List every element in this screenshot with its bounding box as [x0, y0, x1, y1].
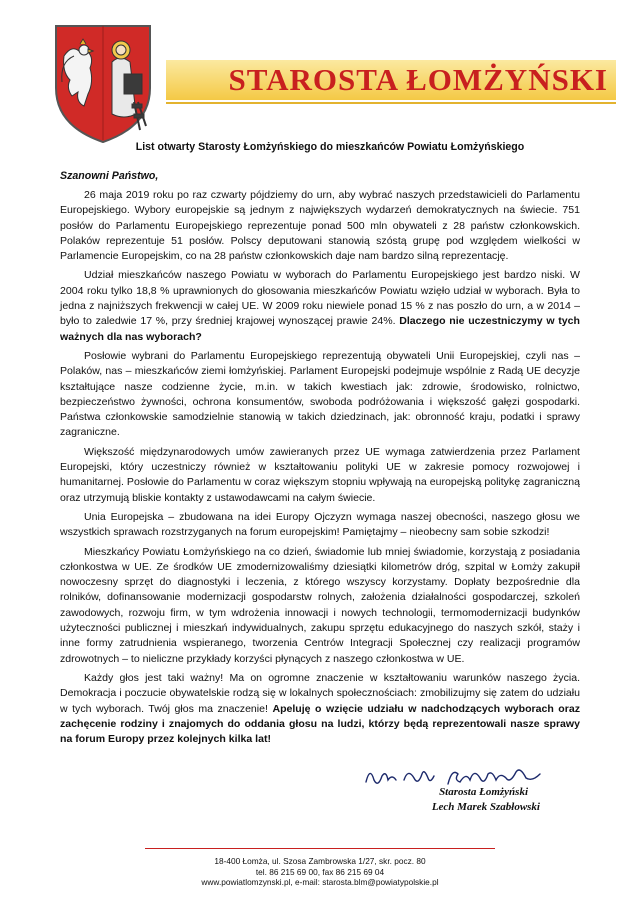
footer-phone: tel. 86 215 69 00, fax 86 215 69 04: [255, 866, 385, 877]
signature-title: Starosta Łomżyński: [439, 786, 528, 798]
letter-subject: List otwarty Starosty Łomżyńskiego do mieszkańców Powiatu Łomżyńskiego: [135, 141, 525, 153]
paragraph-2: [60, 268, 580, 344]
signature-name: Lech Marek Szabłowski: [431, 801, 540, 813]
paragraph-4: Większość międzynarodowych umów zawieranych przez UE wymaga zatwierdzenia przez Parlament Europejski, który uczestniczy również w kształtowaniu polityki UE w zakresie pomocy rozwojowej i humanitarnej. Posłowie do Parlamentu w coraz większym stopniu wpływają na europejską politykę zagraniczną oraz utrzymują bliskie kontakty z ustawodawcami na całym świecie.: [60, 445, 580, 504]
paragraph-3: Posłowie wybrani do Parlamentu Europejskiego reprezentują obywateli Unii Europejskiej, czyli nas – Polaków, nas – mieszkańców ziemi łomżyńskiej. Parlament Europejski podejmuje wspólnie z Radą UE decyzje kształtujące nasze codzienne życie, m.in. w takich kwestiach jak: zdrowie, środowisko, rolnictwo, bezpieczeństwo żywności, ochrona konsumentów, swoboda podróżowania i większość gałęzi gospodarki. Państwa członkowskie samodzielnie stanowią w takich dziedzinach, jak: obronność kraju, podatki i sprawy zagraniczne.: [60, 349, 580, 439]
paragraph-7: [60, 671, 580, 747]
paragraph-1: 26 maja 2019 roku po raz czwarty pójdziemy do urn, aby wybrać naszych przedstawicieli do Parlamentu Europejskiego. Wybory europejskie są jednym z największych wydarzeń demokratycznych na świecie. 751 posłów do Parlamentu Europejskiego reprezentuje ponad 500 mln obywateli z 28 państw członkowskich. Polaków reprezentuje 51 posłów. Polscy deputowani stanowią szóstą grupę pod względem wielkości w Parlamencie Europejskim, co na 28 państw członkowskich daje nam bardzo silną reprezentację.: [60, 189, 580, 263]
paragraph-7-text: Każdy głos jest taki ważny! Ma on ogromne znaczenie w kształtowaniu warunków naszego życia. Demokracja i poczucie obywatelskie rodzą się w lokalnych społecznościach: zmobilizujmy się zatem do udziału w tych wyborach. Twój głos ma znaczenie!: [60, 671, 580, 715]
paragraph-2-text: Udział mieszkańców naszego Powiatu w wyborach do Parlamentu Europejskiego jest bardzo niski. W 2004 roku tylko 18,8 % uprawnionych do głosowania mieszkańców Powiatu wzięło udział w wyborach. Była to jedna z najniższych frekwencji w całej UE. W 2009 roku niewiele ponad 15 % z nas poszło do urn, a w 2014 – było to zaledwie 17 %, przy średniej krajowej wynoszącej prawie 24%.: [60, 269, 580, 328]
paragraph-2-question: Dlaczego nie uczestniczymy w tych ważnych dla nas wyborach?: [60, 315, 580, 343]
footer-address: 18-400 Łomża, ul. Szosa Zambrowska 1/27, skr. pocz. 80: [214, 856, 426, 866]
header-rule: [166, 102, 616, 104]
paragraph-7-appeal: Apeluję o wzięcie udziału w nadchodzących wyborach oraz zachęcenie rodziny i znajomych do oddania głosu na ludzi, którzy będą reprezentowali nasze sprawy na forum Europy przez kolejnych kilka lat!: [60, 702, 580, 746]
paragraph-5: Unia Europejska – zbudowana na idei Europy Ojczyzn wymaga naszej obecności, naszego głosu we wszystkich sprawach rozstrzyganych na forum europejskim! Pamiętajmy – nieobecny sam sobie szkodzi!: [60, 510, 580, 539]
paragraph-6: Mieszkańcy Powiatu Łomżyńskiego na co dzień, świadomie lub mniej świadomie, korzystają z posiadania członkostwa w UE. Ze środków UE zmodernizowaliśmy dziesiątki kilometrów dróg, szpital w Łomży zakupił nowoczesny sprzęt do diagnostyki i leczenia, z którego wszyscy korzystamy. Dopłaty bezpośrednie dla rolników, dofinansowanie modernizacji gospodarstw rolnych, założenia działalności gospodarczej, szkoleń zawodowych, rozwoju firm, w tym wdrożenia innowacji i nowych technologii, termomodernizacji budynków użyteczności publicznej i mieszkań indywidualnych, zakupu sprzętu edukacyjnego do naszych szkół, staży i inne formy zatrudnienia wspieranego, tworzenia Centrów Integracji Społecznej czy realizacji programów zdrowotnych – to nieliczne przykłady korzyści płynących z naszego członkostwa w UE.: [60, 545, 580, 665]
signature-block: [340, 760, 550, 830]
coat-of-arms-icon: [50, 22, 156, 146]
footer-web[interactable]: www.powiatlomzynski.pl, e-mail: starosta.blm@powiatypolskie.pl: [201, 877, 439, 887]
brand-title: STAROSTA ŁOMŻYŃSKI: [228, 62, 608, 97]
footer-divider: [145, 848, 495, 849]
footer: [60, 856, 580, 888]
letter-body: [60, 188, 580, 751]
salutation: Szanowni Państwo,: [60, 170, 159, 182]
